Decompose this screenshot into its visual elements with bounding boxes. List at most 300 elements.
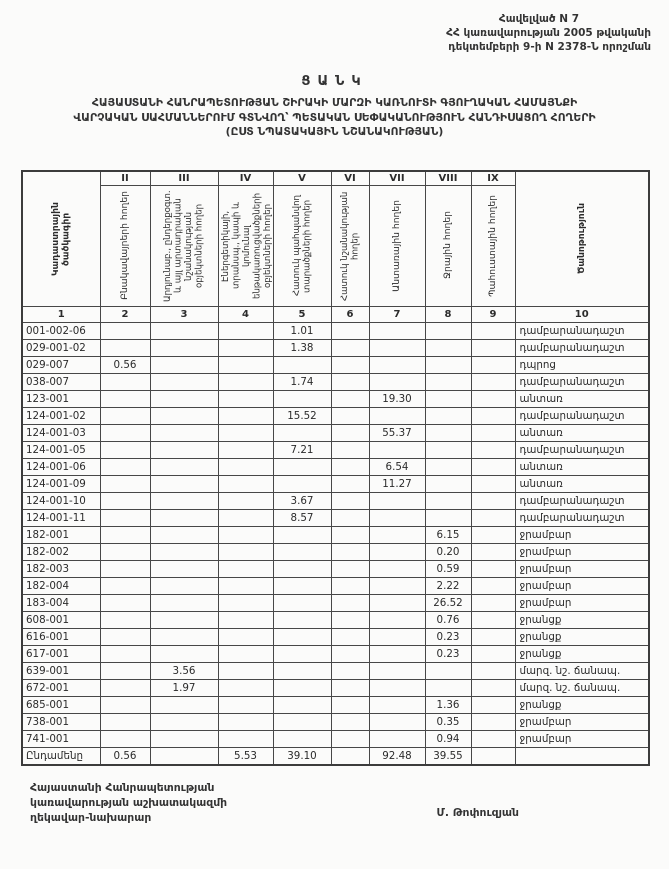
row-value	[331, 492, 369, 509]
row-value	[331, 730, 369, 747]
row-value	[369, 373, 425, 390]
row-value: 1.01	[273, 322, 331, 339]
document-title: ՑԱՆԿ	[301, 74, 368, 89]
row-value	[369, 560, 425, 577]
row-value	[471, 492, 515, 509]
total-value: 39.55	[425, 747, 471, 765]
row-value: 15.52	[273, 407, 331, 424]
total-value: 5.53	[218, 747, 273, 765]
row-value	[150, 509, 218, 526]
row-value	[218, 611, 273, 628]
column-number: 8	[425, 306, 471, 322]
row-value: 1.36	[425, 696, 471, 713]
row-value	[273, 730, 331, 747]
row-value	[218, 679, 273, 696]
row-value	[425, 475, 471, 492]
table-row	[22, 696, 649, 713]
row-value	[150, 526, 218, 543]
row-value	[471, 407, 515, 424]
row-value	[218, 526, 273, 543]
row-value	[218, 458, 273, 475]
row-value	[218, 696, 273, 713]
row-value	[331, 645, 369, 662]
table-row	[22, 492, 649, 509]
row-value	[273, 526, 331, 543]
row-note: դամբարանադաշտ	[515, 373, 649, 390]
row-value	[150, 543, 218, 560]
table-row	[22, 441, 649, 458]
row-value: 11.27	[369, 475, 425, 492]
row-value	[425, 458, 471, 475]
column-header-protected-territories-lands	[273, 185, 331, 306]
row-code: 672-001	[22, 679, 100, 696]
table-row	[22, 662, 649, 679]
row-value	[471, 441, 515, 458]
table-row	[22, 577, 649, 594]
row-value: 0.35	[425, 713, 471, 730]
row-note: դամբարանադաշտ	[515, 339, 649, 356]
row-note: դամբարանադաշտ	[515, 322, 649, 339]
row-value	[100, 730, 150, 747]
row-note: դամբարանադաշտ	[515, 492, 649, 509]
row-value: 0.23	[425, 645, 471, 662]
row-value	[471, 662, 515, 679]
table-row	[22, 475, 649, 492]
row-value	[331, 322, 369, 339]
row-value	[331, 679, 369, 696]
row-value	[331, 407, 369, 424]
row-value	[273, 594, 331, 611]
table-row	[22, 645, 649, 662]
total-value	[331, 747, 369, 765]
column-header-industrial-lands	[150, 185, 218, 306]
row-code: 182-002	[22, 543, 100, 560]
row-value	[369, 509, 425, 526]
row-value: 26.52	[425, 594, 471, 611]
row-value	[471, 696, 515, 713]
row-value	[218, 407, 273, 424]
row-value	[273, 662, 331, 679]
row-value	[471, 373, 515, 390]
row-value	[150, 696, 218, 713]
column-roman-numeral: VIII	[425, 171, 471, 186]
row-value	[331, 424, 369, 441]
row-value	[150, 441, 218, 458]
row-note: ջրամբար	[515, 730, 649, 747]
table-row	[22, 543, 649, 560]
row-value: 3.56	[150, 662, 218, 679]
row-value	[471, 322, 515, 339]
column-header-cadastral-code	[22, 171, 100, 307]
row-value	[331, 441, 369, 458]
row-value: 2.22	[425, 577, 471, 594]
column-number: 10	[515, 306, 649, 322]
row-value	[471, 509, 515, 526]
table-row	[22, 730, 649, 747]
table-row	[22, 560, 649, 577]
table-row	[22, 713, 649, 730]
row-value	[331, 543, 369, 560]
row-value	[100, 407, 150, 424]
column-roman-numeral: IX	[471, 171, 515, 186]
row-value	[425, 679, 471, 696]
column-number: 1	[22, 306, 100, 322]
row-value	[471, 356, 515, 373]
row-value: 0.94	[425, 730, 471, 747]
column-header-label: Էներգետիկայի, տրանսպ., կապի և կոմունալ ենթակառուցվածքների օբյեկտների հողեր	[220, 192, 273, 299]
table-row	[22, 594, 649, 611]
row-value	[150, 390, 218, 407]
subtitle-line: ՎԱՐՉԱԿԱՆ ՍԱՀՄԱՆՆԵՐՈՒՄ ԳՏՆՎՈՂ՝ ՊԵՏԱԿԱՆ ՍԵՓԱԿԱՆՈՒԹՅՈՒՆ ՀԱՆԴԻՍԱՑՈՂ ՀՈՂԵՐԻ	[73, 110, 596, 124]
row-value	[100, 696, 150, 713]
row-value	[100, 628, 150, 645]
row-value: 1.74	[273, 373, 331, 390]
column-number: 2	[100, 306, 150, 322]
appendix-line: դեկտեմբերի 9-ի N 2378-Ն որոշման	[448, 41, 651, 53]
row-value	[425, 339, 471, 356]
row-code: 616-001	[22, 628, 100, 645]
row-value	[218, 662, 273, 679]
row-value	[369, 441, 425, 458]
row-code: 182-001	[22, 526, 100, 543]
row-code: 738-001	[22, 713, 100, 730]
row-note: դամբարանադաշտ	[515, 407, 649, 424]
footer-signature-block	[0, 780, 669, 825]
column-header-reserve-lands	[471, 185, 515, 306]
row-value	[425, 322, 471, 339]
table-row	[22, 424, 649, 441]
row-code: 124-001-09	[22, 475, 100, 492]
row-note: ջրանցք	[515, 696, 649, 713]
total-row	[22, 747, 649, 765]
column-header-remarks	[515, 171, 649, 307]
row-value	[218, 356, 273, 373]
row-note: ջրամբար	[515, 526, 649, 543]
row-code: 038-007	[22, 373, 100, 390]
issuer-line: Հայաստանի Հանրապետության	[30, 780, 215, 794]
row-value	[425, 424, 471, 441]
row-value	[369, 339, 425, 356]
row-code: 123-001	[22, 390, 100, 407]
column-header-label: Հատուկ պահպանվող տարածքների հողեր	[291, 195, 312, 296]
row-code: 124-001-02	[22, 407, 100, 424]
row-value	[471, 611, 515, 628]
row-value: 55.37	[369, 424, 425, 441]
row-code: 741-001	[22, 730, 100, 747]
row-value	[218, 424, 273, 441]
row-value	[331, 373, 369, 390]
row-value	[331, 713, 369, 730]
row-note: ջրամբար	[515, 560, 649, 577]
row-value	[369, 662, 425, 679]
column-header-label: Պահուստային հողեր	[486, 194, 498, 297]
header-number-row	[22, 306, 649, 322]
column-number: 6	[331, 306, 369, 322]
total-value: 92.48	[369, 747, 425, 765]
row-value	[100, 322, 150, 339]
row-value	[100, 679, 150, 696]
total-value	[150, 747, 218, 765]
appendix-line: Հավելված N 7	[498, 13, 579, 25]
row-value	[150, 628, 218, 645]
column-number: 4	[218, 306, 273, 322]
column-header-label: Ծանոթություն	[575, 203, 587, 274]
issuer-line: կառավարության աշխատակազմի	[30, 795, 228, 809]
row-value	[273, 356, 331, 373]
row-value	[218, 628, 273, 645]
row-value	[369, 577, 425, 594]
issuer-title	[30, 780, 227, 825]
row-value	[218, 475, 273, 492]
row-value	[369, 730, 425, 747]
row-value	[273, 390, 331, 407]
row-value	[331, 628, 369, 645]
column-number: 5	[273, 306, 331, 322]
row-value	[218, 373, 273, 390]
row-value	[471, 577, 515, 594]
row-code: 124-001-10	[22, 492, 100, 509]
row-value	[218, 339, 273, 356]
row-code: 124-001-11	[22, 509, 100, 526]
row-note: ջրանցք	[515, 611, 649, 628]
row-value	[150, 373, 218, 390]
table-row	[22, 628, 649, 645]
row-value	[218, 645, 273, 662]
row-note: անտառ	[515, 390, 649, 407]
row-value: 7.21	[273, 441, 331, 458]
table-row	[22, 373, 649, 390]
row-value	[331, 577, 369, 594]
row-value	[425, 492, 471, 509]
row-value	[331, 339, 369, 356]
row-value	[150, 458, 218, 475]
row-note: ջրամբար	[515, 594, 649, 611]
row-value	[100, 475, 150, 492]
row-note: մարզ. նշ. ճանապ.	[515, 662, 649, 679]
row-code: 182-004	[22, 577, 100, 594]
row-value	[331, 356, 369, 373]
row-note: ջրանցք	[515, 645, 649, 662]
signer-name: Մ. Թոփուզյան	[436, 805, 519, 819]
row-value	[218, 543, 273, 560]
row-value	[471, 424, 515, 441]
row-value	[150, 645, 218, 662]
row-value	[218, 730, 273, 747]
column-number: 7	[369, 306, 425, 322]
row-value	[471, 526, 515, 543]
column-header-label: Արդյունաբ., ընդերքօգտ. և այլ արտադրական նշանակության օբյեկտների հողեր	[163, 189, 205, 302]
row-code: 685-001	[22, 696, 100, 713]
land-category-table	[21, 170, 650, 766]
column-header-infrastructure-lands	[218, 185, 273, 306]
row-note: ջրանցք	[515, 628, 649, 645]
row-value	[150, 339, 218, 356]
row-value: 0.76	[425, 611, 471, 628]
row-value	[331, 390, 369, 407]
column-roman-numeral: VII	[369, 171, 425, 186]
row-value	[150, 424, 218, 441]
table-row	[22, 390, 649, 407]
row-value	[471, 560, 515, 577]
row-value	[331, 458, 369, 475]
row-value	[150, 475, 218, 492]
row-value	[369, 645, 425, 662]
row-value	[369, 543, 425, 560]
column-header-water-lands	[425, 185, 471, 306]
table-row	[22, 526, 649, 543]
total-label: Ընդամենը	[22, 747, 100, 765]
row-value	[218, 509, 273, 526]
total-value: 0.56	[100, 747, 150, 765]
table-row	[22, 339, 649, 356]
row-note: ջրամբար	[515, 713, 649, 730]
table-row	[22, 322, 649, 339]
row-value: 8.57	[273, 509, 331, 526]
row-value	[369, 594, 425, 611]
row-value	[100, 390, 150, 407]
row-value	[369, 407, 425, 424]
row-value	[425, 407, 471, 424]
row-value	[150, 730, 218, 747]
row-value	[100, 526, 150, 543]
table-row	[22, 458, 649, 475]
row-value	[150, 560, 218, 577]
row-value	[471, 730, 515, 747]
column-roman-numeral: II	[100, 171, 150, 186]
row-value	[150, 407, 218, 424]
row-note: անտառ	[515, 458, 649, 475]
table-row	[22, 356, 649, 373]
column-header-label: Հատուկ նշանակության հողեր	[339, 190, 360, 301]
column-roman-numeral: IV	[218, 171, 273, 186]
row-note: մարզ. նշ. ճանապ.	[515, 679, 649, 696]
row-note: ջրամբար	[515, 543, 649, 560]
row-value: 0.20	[425, 543, 471, 560]
appendix-line: ՀՀ կառավարության 2005 թվականի	[446, 27, 651, 39]
row-value	[369, 628, 425, 645]
row-code: 608-001	[22, 611, 100, 628]
row-value	[425, 356, 471, 373]
row-value	[425, 390, 471, 407]
row-value	[273, 577, 331, 594]
row-value	[100, 713, 150, 730]
row-value	[369, 492, 425, 509]
row-note: անտառ	[515, 475, 649, 492]
row-value	[218, 577, 273, 594]
row-value	[218, 594, 273, 611]
row-code: 182-003	[22, 560, 100, 577]
row-value	[273, 696, 331, 713]
row-value: 19.30	[369, 390, 425, 407]
row-value	[273, 560, 331, 577]
row-value: 0.59	[425, 560, 471, 577]
column-roman-numeral: V	[273, 171, 331, 186]
row-value	[331, 560, 369, 577]
row-value	[150, 611, 218, 628]
table-body	[22, 322, 649, 747]
row-value	[273, 458, 331, 475]
row-note: դամբարանադաշտ	[515, 441, 649, 458]
row-value	[369, 322, 425, 339]
row-note: անտառ	[515, 424, 649, 441]
row-code: 183-004	[22, 594, 100, 611]
document-subtitle	[0, 96, 669, 140]
row-value	[218, 492, 273, 509]
row-value	[150, 594, 218, 611]
row-value	[425, 373, 471, 390]
row-value	[100, 441, 150, 458]
row-value	[471, 475, 515, 492]
column-number: 3	[150, 306, 218, 322]
column-header-special-purpose-lands	[331, 185, 369, 306]
row-value	[100, 594, 150, 611]
column-header-label: Բնակավայրերի հողեր	[118, 191, 130, 300]
row-value	[100, 458, 150, 475]
row-code: 617-001	[22, 645, 100, 662]
row-value	[331, 526, 369, 543]
row-value	[369, 679, 425, 696]
column-header-settlement-lands	[100, 185, 150, 306]
row-value	[369, 526, 425, 543]
row-value	[150, 492, 218, 509]
row-code: 001-002-06	[22, 322, 100, 339]
row-value	[471, 628, 515, 645]
total-value	[471, 747, 515, 765]
row-value	[100, 543, 150, 560]
row-value	[100, 492, 150, 509]
row-value	[218, 322, 273, 339]
row-value: 6.54	[369, 458, 425, 475]
row-note: դպրոց	[515, 356, 649, 373]
row-value: 1.38	[273, 339, 331, 356]
row-value	[471, 713, 515, 730]
row-value	[100, 611, 150, 628]
column-header-forest-lands	[369, 185, 425, 306]
row-value	[100, 509, 150, 526]
row-code: 029-001-02	[22, 339, 100, 356]
column-roman-numeral: VI	[331, 171, 369, 186]
row-value	[100, 645, 150, 662]
row-value	[218, 713, 273, 730]
row-value: 6.15	[425, 526, 471, 543]
row-value	[369, 611, 425, 628]
row-value	[273, 628, 331, 645]
row-value	[273, 543, 331, 560]
row-value	[331, 696, 369, 713]
row-value	[100, 424, 150, 441]
row-value	[100, 577, 150, 594]
row-code: 639-001	[22, 662, 100, 679]
row-value	[369, 713, 425, 730]
row-note: ջրամբար	[515, 577, 649, 594]
row-value	[369, 356, 425, 373]
total-note	[515, 747, 649, 765]
row-note: դամբարանադաշտ	[515, 509, 649, 526]
row-value	[425, 662, 471, 679]
row-value	[425, 441, 471, 458]
row-value: 0.23	[425, 628, 471, 645]
row-value	[471, 679, 515, 696]
row-value	[331, 475, 369, 492]
row-value	[471, 645, 515, 662]
row-value	[100, 339, 150, 356]
row-value: 1.97	[150, 679, 218, 696]
row-value	[273, 424, 331, 441]
row-code: 124-001-06	[22, 458, 100, 475]
row-value	[100, 373, 150, 390]
row-value: 0.56	[100, 356, 150, 373]
issuer-line: ղեկավար-նախարար	[30, 810, 152, 824]
